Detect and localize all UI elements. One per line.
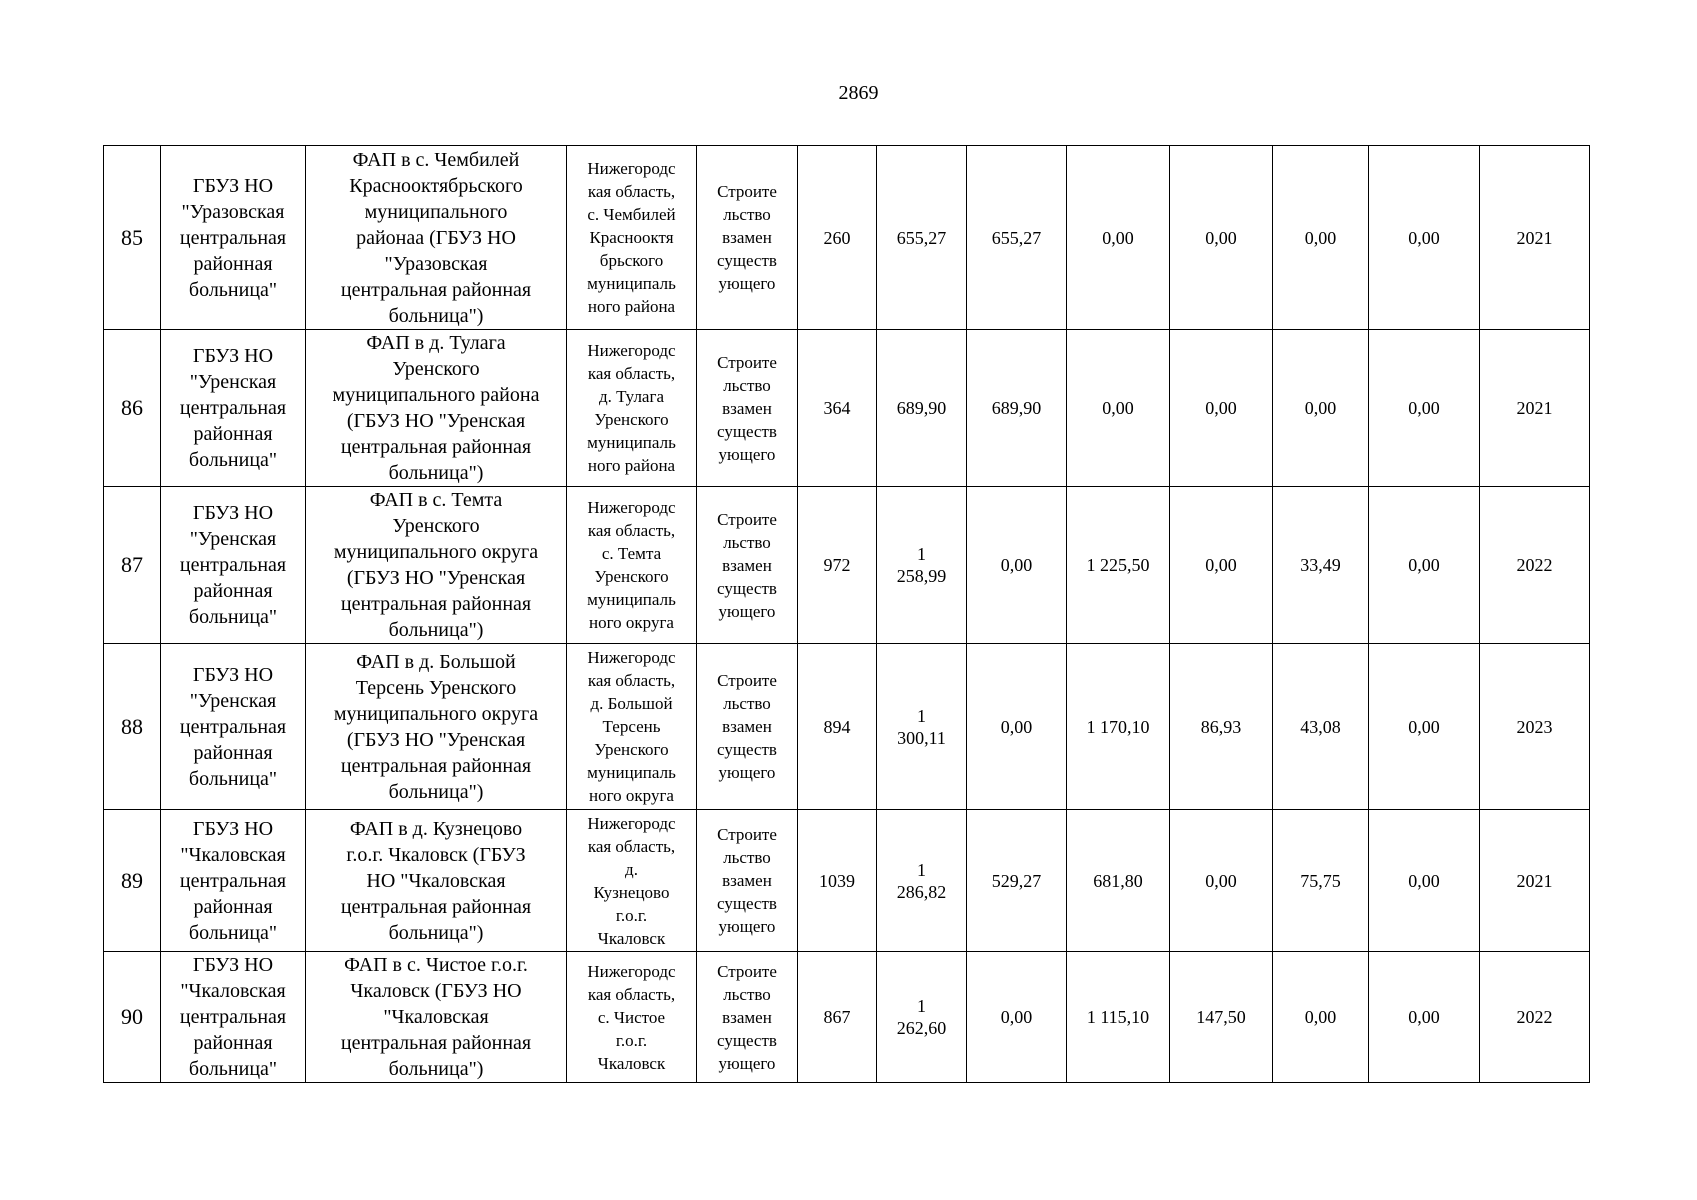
address-cell: Нижегородс кая область, д. Кузнецово г.о.г. Чкаловск [567,810,697,952]
value-cell: 0,00 [967,487,1067,644]
table-row [104,487,1590,644]
row-number: 86 [104,330,161,487]
organization-cell: ГБУЗ НО "Уренская центральная районная больница" [161,330,306,487]
value-cell: 147,50 [1170,952,1273,1083]
work-type-cell: Строите льство взамен существ ующего [697,810,798,952]
year-cell: 2022 [1480,952,1590,1083]
table-row [104,810,1590,952]
value-cell: 0,00 [1067,146,1170,330]
object-cell: ФАП в д. Большой Терсень Уренского муниципального округа (ГБУЗ НО "Уренская центральная районная больница") [306,644,567,810]
value-cell: 689,90 [967,330,1067,487]
object-cell: ФАП в с. Чембилей Краснооктябрьского муниципального районаа (ГБУЗ НО "Уразовская центральная районная больница") [306,146,567,330]
value-cell: 1 115,10 [1067,952,1170,1083]
work-type-cell: Строите льство взамен существ ующего [697,952,798,1083]
row-number: 85 [104,146,161,330]
value-cell: 681,80 [1067,810,1170,952]
table-row [104,146,1590,330]
year-cell: 2022 [1480,487,1590,644]
value-cell: 529,27 [967,810,1067,952]
row-number: 88 [104,644,161,810]
work-type-cell: Строите льство взамен существ ующего [697,330,798,487]
work-type-cell: Строите льство взамен существ ующего [697,644,798,810]
value-cell: 0,00 [1273,952,1369,1083]
value-cell: 0,00 [1369,952,1480,1083]
value-cell: 33,49 [1273,487,1369,644]
value-cell: 0,00 [1273,330,1369,487]
table-row [104,952,1590,1083]
value-cell: 0,00 [1170,146,1273,330]
value-cell: 1 225,50 [1067,487,1170,644]
value-cell: 86,93 [1170,644,1273,810]
value-cell: 0,00 [1369,487,1480,644]
value-cell: 0,00 [1369,146,1480,330]
value-cell: 0,00 [967,952,1067,1083]
facilities-table [103,145,1590,1083]
value-cell: 0,00 [1369,810,1480,952]
address-cell: Нижегородс кая область, с. Чистое г.о.г. Чкаловск [567,952,697,1083]
table-row [104,330,1590,487]
row-number: 89 [104,810,161,952]
work-type-cell: Строите льство взамен существ ующего [697,487,798,644]
organization-cell: ГБУЗ НО "Уренская центральная районная больница" [161,487,306,644]
address-cell: Нижегородс кая область, с. Темта Уренского муниципаль ного округа [567,487,697,644]
object-cell: ФАП в д. Тулага Уренского муниципального района (ГБУЗ НО "Уренская центральная районная больница") [306,330,567,487]
organization-cell: ГБУЗ НО "Чкаловская центральная районная больница" [161,952,306,1083]
value-cell: 655,27 [877,146,967,330]
year-cell: 2021 [1480,810,1590,952]
organization-cell: ГБУЗ НО "Уренская центральная районная больница" [161,644,306,810]
value-cell: 0,00 [1067,330,1170,487]
value-cell: 1039 [798,810,877,952]
page-number: 2869 [838,82,879,104]
row-number: 90 [104,952,161,1083]
value-cell: 689,90 [877,330,967,487]
value-cell: 260 [798,146,877,330]
organization-cell: ГБУЗ НО "Чкаловская центральная районная больница" [161,810,306,952]
address-cell: Нижегородс кая область, с. Чембилей Краснооктя брьского муниципаль ного района [567,146,697,330]
value-cell: 1 262,60 [877,952,967,1083]
value-cell: 1 300,11 [877,644,967,810]
address-cell: Нижегородс кая область, д. Тулага Уренского муниципаль ного района [567,330,697,487]
value-cell: 364 [798,330,877,487]
value-cell: 1 258,99 [877,487,967,644]
row-number: 87 [104,487,161,644]
value-cell: 867 [798,952,877,1083]
value-cell: 0,00 [1170,330,1273,487]
address-cell: Нижегородс кая область, д. Большой Терсень Уренского муниципаль ного округа [567,644,697,810]
year-cell: 2021 [1480,330,1590,487]
object-cell: ФАП в д. Кузнецово г.о.г. Чкаловск (ГБУЗ НО "Чкаловская центральная районная больница") [306,810,567,952]
year-cell: 2023 [1480,644,1590,810]
work-type-cell: Строите льство взамен существ ующего [697,146,798,330]
value-cell: 0,00 [967,644,1067,810]
value-cell: 972 [798,487,877,644]
value-cell: 0,00 [1170,487,1273,644]
value-cell: 0,00 [1273,146,1369,330]
value-cell: 894 [798,644,877,810]
value-cell: 43,08 [1273,644,1369,810]
table-row [104,644,1590,810]
organization-cell: ГБУЗ НО "Уразовская центральная районная больница" [161,146,306,330]
value-cell: 0,00 [1369,644,1480,810]
object-cell: ФАП в с. Чистое г.о.г. Чкаловск (ГБУЗ НО "Чкаловская центральная районная больница") [306,952,567,1083]
value-cell: 1 170,10 [1067,644,1170,810]
value-cell: 1 286,82 [877,810,967,952]
object-cell: ФАП в с. Темта Уренского муниципального округа (ГБУЗ НО "Уренская центральная районная больница") [306,487,567,644]
value-cell: 0,00 [1369,330,1480,487]
value-cell: 75,75 [1273,810,1369,952]
value-cell: 0,00 [1170,810,1273,952]
year-cell: 2021 [1480,146,1590,330]
value-cell: 655,27 [967,146,1067,330]
